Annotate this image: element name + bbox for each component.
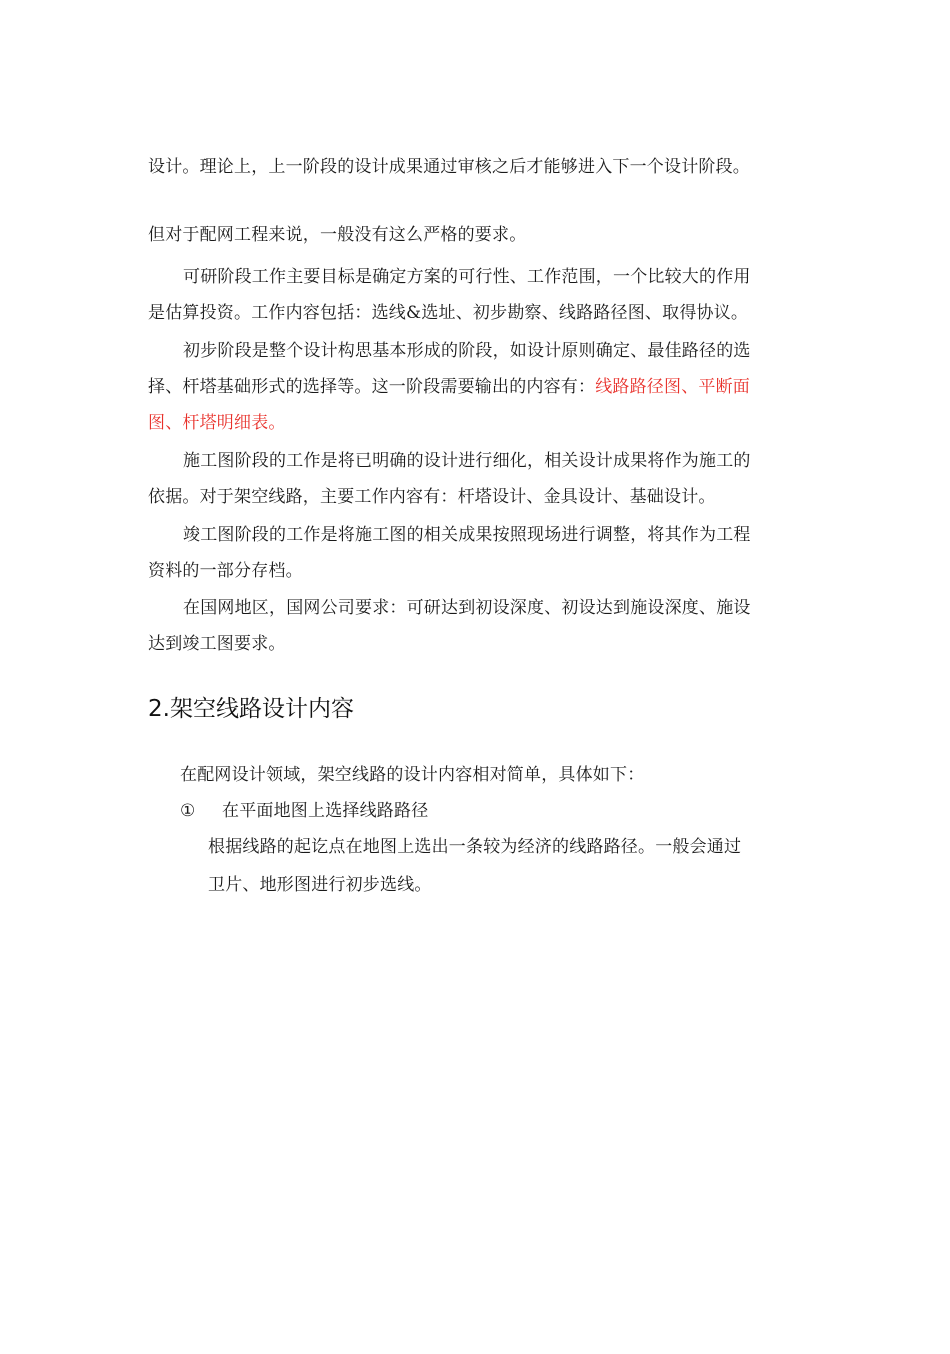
highlighted-deliverables: 线路路径图、平断面 xyxy=(595,377,751,397)
paragraph-1-line-1: 设计。理论上，上一阶段的设计成果通过审核之后才能够进入下一个设计阶段。 xyxy=(148,157,750,177)
paragraph-5-line-2: 资料的一部分存档。 xyxy=(148,561,303,581)
paragraph-2-line-2: 是估算投资。工作内容包括：选线&选址、初步勘察、线路路径图、取得协议。 xyxy=(148,303,749,323)
paragraph-6-line-1: 在国网地区，国网公司要求：可研达到初设深度、初设达到施设深度、施设 xyxy=(183,598,751,618)
section-heading: 2.架空线路设计内容 xyxy=(148,696,354,722)
section-intro: 在配网设计领域，架空线路的设计内容相对简单，具体如下： xyxy=(180,765,645,785)
paragraph-5-line-1: 竣工图阶段的工作是将施工图的相关成果按照现场进行调整，将其作为工程 xyxy=(183,525,751,545)
paragraph-3-line-2 xyxy=(148,376,750,398)
paragraph-3-line-2-text: 择、杆塔基础形式的选择等。这一阶段需要输出的内容有： xyxy=(148,377,596,397)
list-item-1-title: 在平面地图上选择线路路径 xyxy=(222,801,429,821)
highlighted-deliverables-continued: 图、杆塔明细表。 xyxy=(148,413,286,433)
paragraph-4-line-2: 依据。对于架空线路，主要工作内容有：杆塔设计、金具设计、基础设计。 xyxy=(148,487,716,507)
paragraph-4-line-1: 施工图阶段的工作是将已明确的设计进行细化，相关设计成果将作为施工的 xyxy=(183,451,751,471)
list-item-1-description-line-2: 卫片、地形图进行初步选线。 xyxy=(208,875,432,895)
list-item-1-description-line-1: 根据线路的起讫点在地图上选出一条较为经济的线路路径。一般会通过 xyxy=(208,837,742,857)
paragraph-2-line-1: 可研阶段工作主要目标是确定方案的可行性、工作范围，一个比较大的作用 xyxy=(183,267,751,287)
paragraph-3-line-1: 初步阶段是整个设计构思基本形成的阶段，如设计原则确定、最佳路径的选 xyxy=(183,341,751,361)
list-item-1-marker: ① xyxy=(180,801,196,821)
paragraph-1-line-2: 但对于配网工程来说，一般没有这么严格的要求。 xyxy=(148,225,527,245)
paragraph-6-line-2: 达到竣工图要求。 xyxy=(148,634,286,654)
